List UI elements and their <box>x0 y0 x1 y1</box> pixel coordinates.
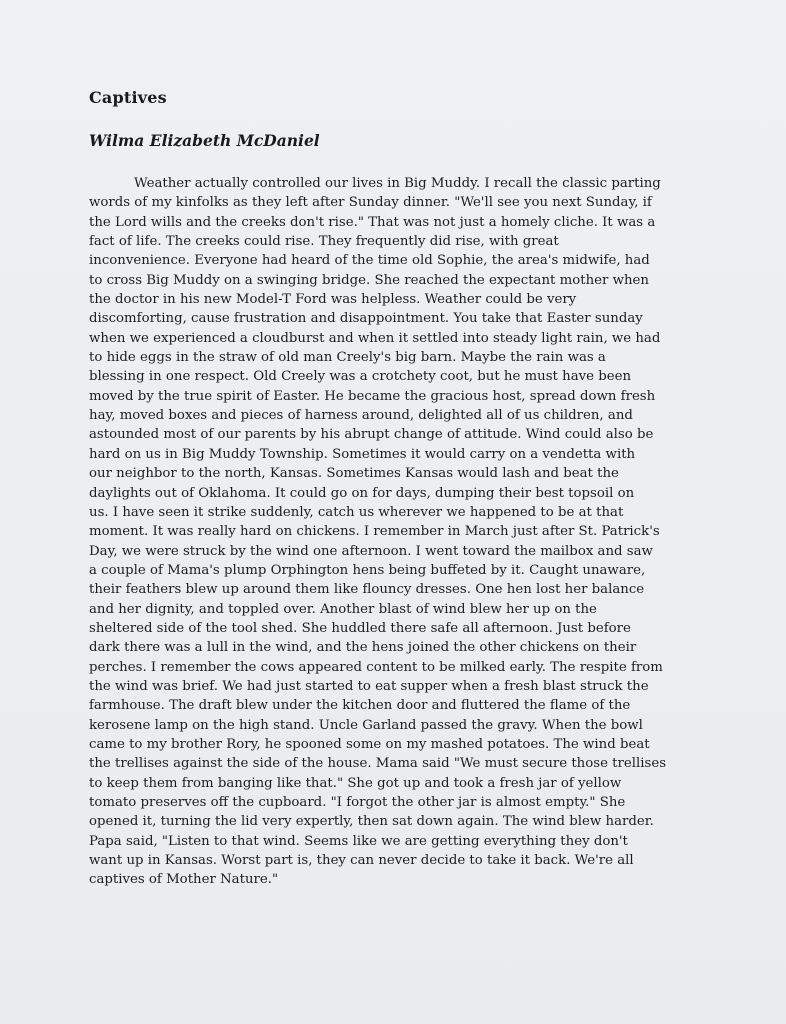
body-line: moment. It was really hard on chickens. I remember in March just after St. Patrick's <box>89 524 660 540</box>
body-line: captives of Mother Nature." <box>89 872 279 888</box>
body-line: Day, we were struck by the wind one afternoon. I went toward the mailbox and saw <box>89 543 653 559</box>
body-line: the wind was brief. We had just started to eat supper when a fresh blast struck the <box>89 678 649 694</box>
body-line: words of my kinfolks as they left after Sunday dinner. "We'll see you next Sunday, if <box>89 195 652 211</box>
body-line: the trellises against the side of the house. Mama said "We must secure those trellises <box>89 756 667 772</box>
body-line: tomato preserves off the cupboard. "I forgot the other jar is almost empty." She <box>89 795 626 810</box>
body-line: came to my brother Rory, he spooned some on my mashed potatoes. The wind beat <box>89 736 650 752</box>
body-line: fact of life. The creeks could rise. They frequently did rise, with great <box>89 234 559 250</box>
body-line: us. I have seen it strike suddenly, catch us wherever we happened to be at that <box>89 504 624 520</box>
body-line: to hide eggs in the straw of old man Creely's big barn. Maybe the rain was a <box>89 350 606 366</box>
body-line: kerosene lamp on the high stand. Uncle Garland passed the gravy. When the bowl <box>89 717 643 733</box>
body-line: when we experienced a cloudburst and when it settled into steady light rain, we had <box>89 330 661 346</box>
document-title: Captives <box>89 88 167 107</box>
body-line: their feathers blew up around them like flouncy dresses. One hen lost her balance <box>89 582 645 598</box>
body-line: astounded most of our parents by his abrupt change of attitude. Wind could also be <box>89 427 654 443</box>
body-line: hard on us in Big Muddy Township. Sometimes it would carry on a vendetta with <box>89 446 636 462</box>
body-line: discomforting, cause frustration and disappointment. You take that Easter sunday <box>89 311 643 327</box>
body-line: farmhouse. The draft blew under the kitchen door and fluttered the flame of the <box>89 698 631 714</box>
body-line: the Lord wills and the creeks don't rise." That was not just a homely cliche. It was a <box>89 214 656 230</box>
body-line: and her dignity, and toppled over. Another blast of wind blew her up on the <box>89 601 597 617</box>
body-line: inconvenience. Everyone had heard of the time old Sophie, the area's midwife, had <box>89 253 650 269</box>
body-line: a couple of Mama's plump Orphington hens being buffeted by it. Caught unaware, <box>89 562 646 578</box>
body-line: Weather actually controlled our lives in Big Muddy. I recall the classic parting <box>134 176 661 191</box>
body-line: want up in Kansas. Worst part is, they can never decide to take it back. We're all <box>89 853 634 869</box>
body-line: dark there was a lull in the wind, and the hens joined the other chickens on their <box>89 640 637 656</box>
body-line: sheltered side of the tool shed. She huddled there safe all afternoon. Just before <box>89 620 631 636</box>
body-line: opened it, turning the lid very expertly, then sat down again. The wind blew harder. <box>89 814 654 830</box>
body-line: blessing in one respect. Old Creely was a crotchety coot, but he must have been <box>89 369 632 385</box>
body-line: to cross Big Muddy on a swinging bridge. She reached the expectant mother when <box>89 272 649 288</box>
body-line: our neighbor to the north, Kansas. Sometimes Kansas would lash and beat the <box>89 466 619 482</box>
document-author: Wilma Elizabeth McDaniel <box>89 131 320 150</box>
document-body <box>89 174 729 890</box>
body-line: daylights out of Oklahoma. It could go on for days, dumping their best topsoil on <box>89 485 635 501</box>
body-line: the doctor in his new Model-T Ford was helpless. Weather could be very <box>89 292 577 308</box>
body-line: perches. I remember the cows appeared content to be milked early. The respite from <box>89 659 663 675</box>
body-line: moved by the true spirit of Easter. He became the gracious host, spread down fresh <box>89 388 656 404</box>
body-line: Papa said, "Listen to that wind. Seems like we are getting everything they don't <box>89 833 628 849</box>
body-line: to keep them from banging like that." She got up and took a fresh jar of yellow <box>89 775 622 791</box>
body-line: hay, moved boxes and pieces of harness around, delighted all of us children, and <box>89 408 633 424</box>
